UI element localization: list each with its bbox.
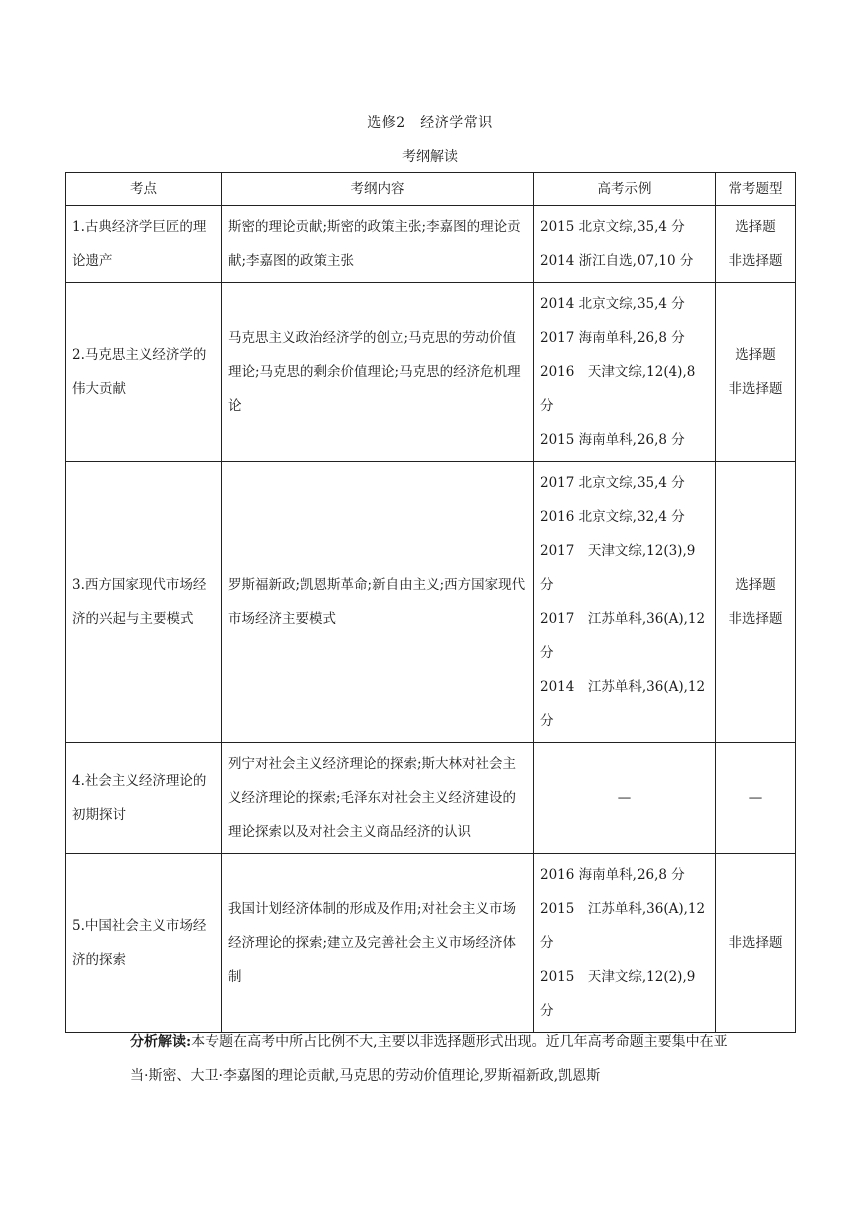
question-type: 非选择题 — [728, 611, 783, 627]
table-row — [66, 206, 796, 283]
exam-example: 2015 北京文综,35,4 分 — [540, 219, 685, 235]
types-cell — [716, 462, 796, 743]
examples-cell — [534, 854, 716, 1033]
topic-cell: 3.西方国家现代市场经济的兴起与主要模式 — [66, 462, 222, 743]
content-cell: 我国计划经济体制的形成及作用;对社会主义市场经济理论的探索;建立及完善社会主义市场经济体制 — [222, 854, 534, 1033]
question-type: 非选择题 — [728, 253, 783, 269]
examples-cell — [534, 206, 716, 283]
table-header-row — [66, 173, 796, 206]
exam-example: 2016 北京文综,32,4 分 — [540, 509, 685, 525]
types-cell — [716, 854, 796, 1033]
exam-example: 2014 北京文综,35,4 分 — [540, 296, 685, 312]
analysis-label: 分析解读: — [130, 1034, 192, 1050]
content-cell: 列宁对社会主义经济理论的探索;斯大林对社会主义经济理论的探索;毛泽东对社会主义经济建设的理论探索以及对社会主义商品经济的认识 — [222, 743, 534, 854]
exam-example: 2015 海南单科,26,8 分 — [540, 432, 685, 448]
table-row — [66, 743, 796, 854]
exam-example: 2014 浙江自选,07,10 分 — [540, 253, 694, 269]
topic-cell: 2.马克思主义经济学的伟大贡献 — [66, 283, 222, 462]
exam-example: 2017 江苏单科,36(A),12 分 — [540, 611, 706, 661]
header-types: 常考题型 — [716, 173, 796, 206]
document-title: 选修2 经济学常识 — [367, 115, 493, 131]
question-type: 选择题 — [735, 219, 776, 235]
exam-example: 2017 北京文综,35,4 分 — [540, 475, 685, 491]
content-cell: 斯密的理论贡献;斯密的政策主张;李嘉图的理论贡献;李嘉图的政策主张 — [222, 206, 534, 283]
types-cell — [716, 283, 796, 462]
exam-example: 2015 江苏单科,36(A),12 分 — [540, 901, 706, 951]
types-cell — [716, 206, 796, 283]
content-cell: 马克思主义政治经济学的创立;马克思的劳动价值理论;马克思的剩余价值理论;马克思的经济危机理论 — [222, 283, 534, 462]
examples-cell — [534, 743, 716, 854]
analysis-text: 本专题在高考中所占比例不大,主要以非选择题形式出现。近几年高考命题主要集中在亚当·斯密、大卫·李嘉图的理论贡献,马克思的劳动价值理论,罗斯福新政,凯恩斯 — [130, 1034, 728, 1084]
header-examples: 高考示例 — [534, 173, 716, 206]
question-type: 选择题 — [735, 577, 776, 593]
header-topic: 考点 — [66, 173, 222, 206]
question-type: 选择题 — [735, 347, 776, 363]
table-row — [66, 283, 796, 462]
topic-cell: 1.古典经济学巨匠的理论遗产 — [66, 206, 222, 283]
analysis-paragraph — [130, 1025, 740, 1093]
exam-example: 2015 天津文综,12(2),9 分 — [540, 969, 696, 1019]
question-type: 非选择题 — [728, 381, 783, 397]
exam-example: 2017 天津文综,12(3),9 分 — [540, 543, 696, 593]
question-type: 非选择题 — [728, 935, 783, 951]
question-type: — — [748, 790, 763, 806]
types-cell — [716, 743, 796, 854]
exam-example: 2016 天津文综,12(4),8 分 — [540, 364, 696, 414]
syllabus-table — [65, 172, 796, 1033]
examples-cell — [534, 462, 716, 743]
header-content: 考纲内容 — [222, 173, 534, 206]
exam-example: 2014 江苏单科,36(A),12 分 — [540, 679, 706, 729]
topic-cell: 4.社会主义经济理论的初期探讨 — [66, 743, 222, 854]
topic-cell: 5.中国社会主义市场经济的探索 — [66, 854, 222, 1033]
examples-cell — [534, 283, 716, 462]
exam-example: — — [617, 790, 632, 806]
section-subtitle: 考纲解读 — [402, 149, 458, 165]
table-row — [66, 854, 796, 1033]
exam-example: 2017 海南单科,26,8 分 — [540, 330, 685, 346]
content-cell: 罗斯福新政;凯恩斯革命;新自由主义;西方国家现代市场经济主要模式 — [222, 462, 534, 743]
exam-example: 2016 海南单科,26,8 分 — [540, 867, 685, 883]
table-row — [66, 462, 796, 743]
